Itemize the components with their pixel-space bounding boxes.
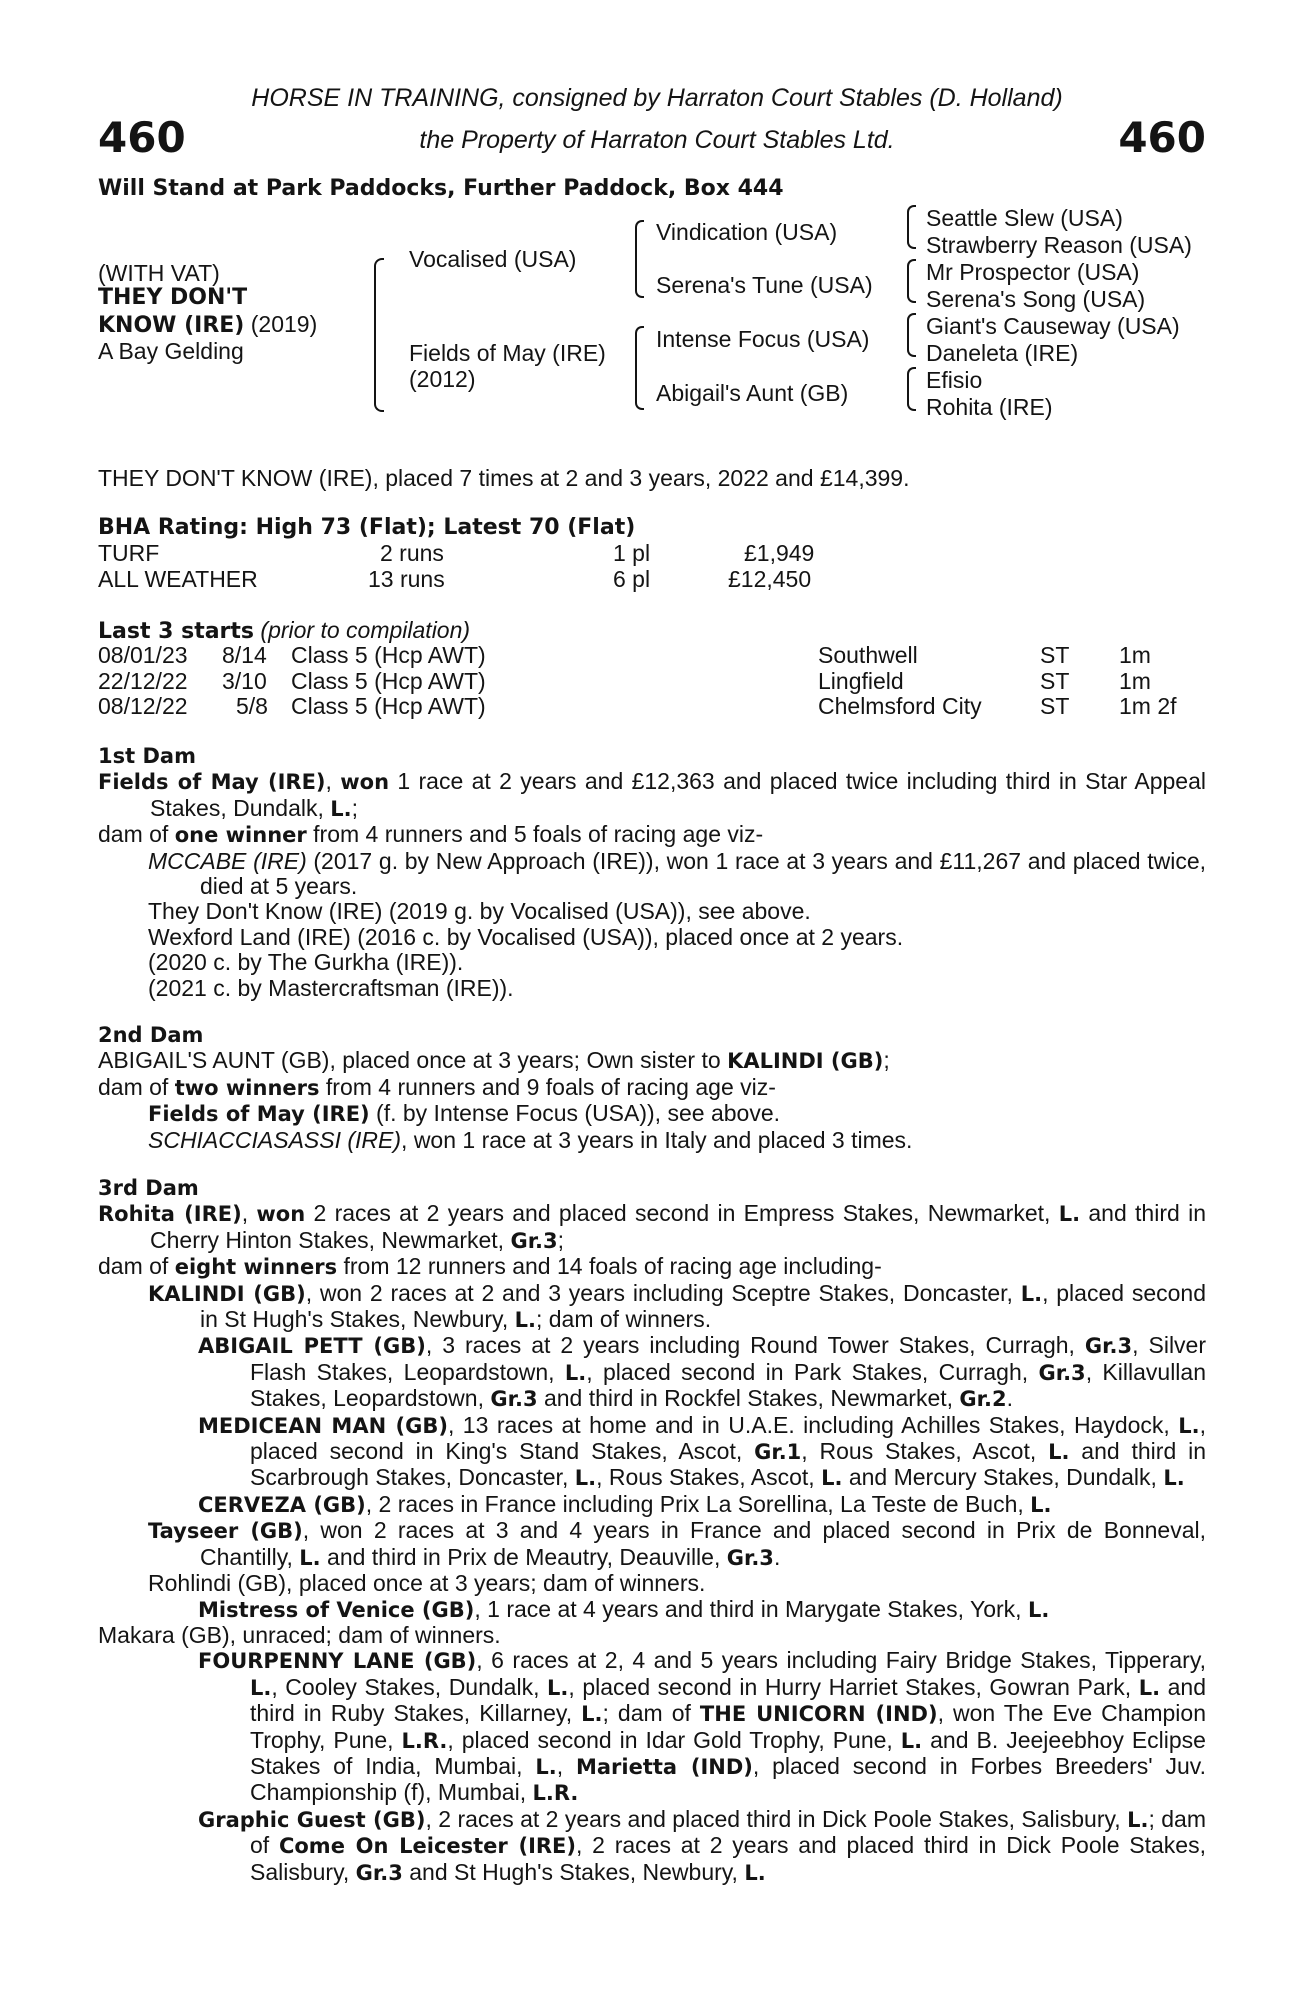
pedigree-brace-ds (907, 313, 916, 357)
descendant-graphic-guest: Graphic Guest (GB), 2 races at 2 years and placed third in Dick Poole Stakes, Salisbury, L.; dam of Come On Leicester (IRE), 2 races at 2 years and placed third in Dick Poole Stakes, Salisbury, Gr.3 and St Hugh's Stakes, Newbury, L. (198, 1805, 1206, 1885)
first-dam-foal: Wexford Land (IRE) (2016 c. by Vocalised (USA)), placed once at 2 years. (148, 923, 904, 950)
start-position: 8/14 (222, 642, 267, 668)
start-position: 3/10 (222, 667, 267, 694)
start-going: ST (1040, 693, 1070, 719)
start-distance: 1m 2f (1119, 693, 1177, 719)
pedigree-brace-dd (907, 367, 916, 411)
second-dam-foal: SCHIACCIASASSI (IRE), won 1 race at 3 years in Italy and placed 3 times. (148, 1126, 913, 1153)
rating-placed: 1 pl (613, 540, 651, 566)
descendant-kalindi: KALINDI (GB), won 2 races at 2 and 3 years including Sceptre Stakes, Doncaster, L., placed second in St Hugh's Stakes, Newbury, L.; dam of winners. (148, 1279, 1206, 1333)
second-dam-record: ABIGAIL'S AUNT (GB), placed once at 3 years; Own sister to KALINDI (GB); (98, 1047, 890, 1074)
pedigree-ss-sire: Seattle Slew (USA) (926, 205, 1123, 231)
descendant-fourpenny-lane: FOURPENNY LANE (GB), 6 races at 2, 4 and 5 years including Fairy Bridge Stakes, Tipperary, L., Cooley Stakes, Dundalk, L., placed second in Hurry Harriet Stakes, Gowran Park, L. and third in Ruby Stakes, Killarney, L.; dam of THE UNICORN (IND), won The Eve Champion Trophy, Pune, L.R., placed second in Idar Gold Trophy, Pune, L. and B. Jeejeebhoy Eclipse Stakes of India, Mumbai, L., Marietta (IND), placed second in Forbes Breeders' Juv. Championship (f), Mumbai, L.R. (198, 1647, 1207, 1806)
rating-heading: BHA Rating: High 73 (Flat); Latest 70 (Flat) (98, 515, 636, 540)
horse-name-line1: THEY DON'T (98, 285, 248, 310)
descendant-cerveza: CERVEZA (GB), 2 races in France including Prix La Sorellina, La Teste de Buch, L. (198, 1490, 1052, 1517)
second-dam-heading: 2nd Dam (98, 1023, 204, 1047)
first-dam-heading: 1st Dam (98, 744, 196, 768)
start-class: Class 5 (Hcp AWT) (291, 667, 486, 694)
third-dam-heading: 3rd Dam (98, 1176, 199, 1200)
start-distance: 1m (1119, 667, 1151, 694)
pedigree-sire: Vocalised (USA) (409, 246, 577, 272)
pedigree-sd-sire: Mr Prospector (USA) (926, 259, 1140, 285)
start-course: Southwell (818, 642, 918, 668)
rating-earnings: £12,450 (728, 565, 812, 592)
first-dam-foal: (2021 c. by Mastercraftsman (IRE)). (148, 974, 514, 1001)
start-course: Lingfield (818, 667, 904, 694)
property-line: the Property of Harraton Court Stables Ltd. (419, 126, 895, 154)
first-dam-record: Fields of May (IRE), won 1 race at 2 years and £12,363 and placed twice including third in Star Appeal Stakes, Dundalk, L.; (98, 768, 1206, 821)
pedigree-sire-sire: Vindication (USA) (656, 219, 838, 245)
lot-number-left: 460 (98, 113, 186, 162)
pedigree-dd-dam: Rohita (IRE) (926, 394, 1053, 420)
descendant-mistress-of-venice: Mistress of Venice (GB), 1 race at 4 years and third in Marygate Stakes, York, L. (198, 1595, 1050, 1622)
descendant-medicean-man: MEDICEAN MAN (GB), 13 races at home and in U.A.E. including Achilles Stakes, Haydock, L., placed second in King's Stand Stakes, Ascot, Gr.1, Rous Stakes, Ascot, L. and third in Scarbrough Stakes, Doncaster, L., Rous Stakes, Ascot, L. and Mercury Stakes, Dundalk, L. (198, 1411, 1207, 1491)
third-dam-section (98, 1176, 1206, 1886)
second-dam-produce: dam of two winners from 4 runners and 9 foals of racing age viz- (98, 1073, 776, 1100)
second-dam-section (98, 1023, 1206, 1153)
pedigree-dam: Fields of May (IRE) (409, 340, 606, 366)
pedigree-sd-dam: Serena's Song (USA) (926, 286, 1146, 312)
start-date: 22/12/22 (98, 667, 188, 694)
rating-runs: 2 runs (380, 540, 444, 566)
vat-note: (WITH VAT) (98, 260, 220, 286)
second-dam-foal: Fields of May (IRE) (f. by Intense Focus (USA)), see above. (148, 1100, 780, 1127)
pedigree-ss-dam: Strawberry Reason (USA) (926, 232, 1192, 258)
pedigree-dam-year: (2012) (409, 366, 476, 392)
pedigree-dd-sire: Efisio (926, 367, 983, 393)
first-dam-produce: dam of one winner from 4 runners and 5 foals of racing age viz- (98, 821, 764, 848)
first-dam-foal: They Don't Know (IRE) (2019 g. by Vocalised (USA)), see above. (148, 898, 811, 925)
start-going: ST (1040, 642, 1070, 668)
pedigree-dam-dam: Abigail's Aunt (GB) (656, 380, 849, 406)
rating-earnings: £1,949 (744, 540, 815, 566)
start-position: 5/8 (236, 693, 268, 719)
horse-name-line2: KNOW (IRE) (2019) (98, 311, 318, 338)
rating-placed: 6 pl (613, 565, 651, 592)
pedigree-brace-main (374, 258, 384, 412)
descendant-rohlindi: Rohlindi (GB), placed once at 3 years; dam of winners. (148, 1570, 706, 1597)
descendant-abigail-pett: ABIGAIL PETT (GB), 3 races at 2 years including Round Tower Stakes, Curragh, Gr.3, Silver Flash Stakes, Leopardstown, L., placed second in Park Stakes, Curragh, Gr.3, Killavullan Stakes, Leopardstown, Gr.3 and third in Rockfel Stakes, Newmarket, Gr.2. (198, 1332, 1207, 1412)
third-dam-produce: dam of eight winners from 12 runners and 14 foals of racing age including- (98, 1253, 882, 1280)
third-dam-record: Rohita (IRE), won 2 races at 2 years and placed second in Empress Stakes, Newmarket, L. and third in Cherry Hinton Stakes, Newmarket, Gr.3; (98, 1200, 1206, 1253)
pedigree-dam-sire: Intense Focus (USA) (656, 326, 870, 352)
lot-number-right: 460 (1118, 113, 1206, 162)
first-dam-section (98, 744, 1206, 1001)
descendant-makara: Makara (GB), unraced; dam of winners. (98, 1621, 501, 1648)
start-course: Chelmsford City (818, 693, 982, 719)
start-date: 08/12/22 (98, 693, 188, 719)
first-dam-foal: (2020 c. by The Gurkha (IRE)). (148, 949, 464, 976)
pedigree-sire-dam: Serena's Tune (USA) (656, 272, 873, 298)
race-summary: THEY DON'T KNOW (IRE), placed 7 times at 2 and 3 years, 2022 and £14,399. (98, 465, 910, 491)
descendant-tayseer: Tayseer (GB), won 2 races at 3 and 4 years in France and placed second in Prix de Bonneval, Chantilly, L. and third in Prix de Meautry, Deauville, Gr.3. (148, 1517, 1206, 1570)
start-class: Class 5 (Hcp AWT) (291, 642, 486, 668)
start-class: Class 5 (Hcp AWT) (291, 693, 486, 719)
start-date: 08/01/23 (98, 642, 188, 668)
pedigree-ds-dam: Daneleta (IRE) (926, 340, 1079, 366)
last-starts-table (98, 643, 1208, 721)
rating-surface: TURF (98, 540, 160, 566)
rating-table (98, 541, 858, 593)
horse-description: A Bay Gelding (98, 338, 244, 364)
rating-surface: ALL WEATHER (98, 565, 258, 592)
rating-runs: 13 runs (368, 565, 445, 592)
start-going: ST (1040, 667, 1070, 694)
first-dam-foal: MCCABE (IRE) (2017 g. by New Approach (IRE)), won 1 race at 3 years and £11,267 and placed twice, died at 5 years. (148, 847, 1207, 900)
pedigree-brace-dam (635, 326, 644, 410)
start-distance: 1m (1119, 642, 1151, 668)
pedigree-ds-sire: Giant's Causeway (USA) (926, 313, 1180, 339)
pedigree-brace-sire (635, 220, 644, 298)
last-starts-heading: Last 3 starts (prior to compilation) (98, 617, 471, 644)
pedigree-brace-ss (907, 205, 916, 249)
pedigree-brace-sd (907, 259, 916, 303)
consignment-line: HORSE IN TRAINING, consigned by Harraton Court Stables (D. Holland) (251, 84, 1063, 112)
location-line: Will Stand at Park Paddocks, Further Paddock, Box 444 (98, 176, 784, 201)
